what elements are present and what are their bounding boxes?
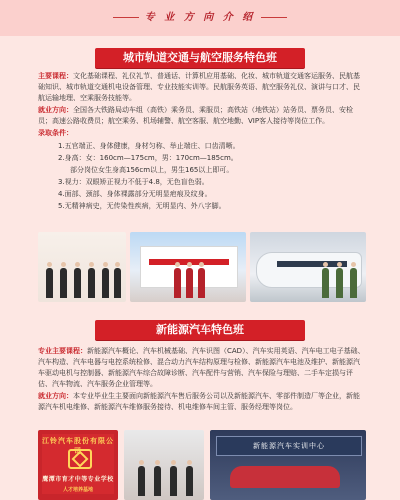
figure xyxy=(88,268,95,298)
requirement-item: 1.五官端正、身体健康，身材匀称、举止端庄、口齿清晰。 xyxy=(58,142,240,150)
page-title-text: 专 业 方 向 介 绍 xyxy=(144,12,256,23)
requirement-item: 5.无精神病史，无传染性疾病，无明显内、外八字脚。 xyxy=(58,202,226,210)
page-title xyxy=(0,8,400,23)
training-center-sign: 新能源汽车实训中心 xyxy=(216,436,362,456)
figure xyxy=(74,268,81,298)
figure xyxy=(350,268,357,298)
photo-partner-logo xyxy=(38,430,118,500)
photo-train-training xyxy=(250,232,366,302)
section2-photos xyxy=(38,430,366,499)
figure xyxy=(138,466,145,496)
requirement-item: 4.面部、颈部、身体裸露部分无明显疤痕及纹身。 xyxy=(58,190,212,198)
logo-company-name: 江铃汽车股份有限公司 xyxy=(42,436,114,455)
figure xyxy=(336,268,343,298)
employment-text: 本专业毕业生主要面向新能源汽车售后服务公司以及新能源汽车、零部件制造厂等企业，新能源汽车机电维修、新能源汽车维修服务接待、机电维修车间主管、服务经理等岗位。 xyxy=(38,392,360,411)
title-rule-right xyxy=(261,17,287,18)
main-courses-text: 新能源汽车概论、汽车机械基础、汽车识图（CAD）、汽车实用英语、汽车电工电子基础、汽车构造、汽车电器与电控系统检修、混合动力汽车结构原理与检修、新能源汽车电池及维护、新能源汽车驱动电机与控制器、新能源汽车综合故障诊断、汽车配件与营销、汽车保险与理赔、二手车定损与评估、汽车物流、汽车服务企业管理等。 xyxy=(38,347,365,388)
photo-ceremony xyxy=(124,430,204,500)
employment-label: 就业方向： xyxy=(38,106,73,114)
figure xyxy=(322,268,329,298)
photo-training-center xyxy=(210,430,366,500)
photo-campus-building xyxy=(130,232,246,302)
title-rule-left xyxy=(113,17,139,18)
figure xyxy=(46,268,53,298)
requirements-list xyxy=(38,140,366,212)
figure xyxy=(186,466,193,496)
main-courses-row xyxy=(38,71,366,104)
requirement-item: 部分岗位女生身高156cm以上，男生165以上即可。 xyxy=(70,166,234,174)
employment-text: 全国各大铁路局动车组（高铁）乘务员、乘服员；高铁站（地铁站）站务员、票务员、安检员；高速公路收费员；航空乘务、机场辅警、航空客服、航空地勤、VIP客人接待等岗位工作。 xyxy=(38,106,353,125)
figure xyxy=(154,466,161,496)
section2-content xyxy=(38,346,366,414)
figure xyxy=(174,268,181,298)
car xyxy=(230,466,340,488)
main-courses-text: 文化基础课程、礼仪礼节、普通话、计算机应用基础、化妆、城市轨道交通客运服务、民航基础知识、城市轨道交通机电设备管理、专业技能实训等。民航服务英语、航空服务礼仪、演讲与口才、民航运输地理、空乘服务技能等。 xyxy=(38,72,360,102)
train xyxy=(256,252,362,288)
employment-label: 就业方向： xyxy=(38,392,73,400)
section-banner-new-energy: 新能源汽车特色班 xyxy=(95,320,305,340)
employment-row xyxy=(38,391,366,413)
photo-students-uniform xyxy=(38,232,126,302)
figure xyxy=(186,268,193,298)
figure xyxy=(60,268,67,298)
figure xyxy=(102,268,109,298)
requirements-label: 录取条件： xyxy=(38,129,73,137)
figure xyxy=(198,268,205,298)
requirements-row xyxy=(38,128,366,139)
jmc-emblem-icon xyxy=(68,449,92,469)
main-courses-row xyxy=(38,346,366,390)
requirement-item: 3.视力：双眼矫正视力不低于4.8，无色盲色弱。 xyxy=(58,178,209,186)
logo-base-name: 人才培养基地 xyxy=(62,487,93,493)
jmc-logo xyxy=(42,434,114,494)
logo-school-name: 鹰潭市育才中等专业学校 xyxy=(42,476,114,483)
main-courses-label: 专业主要课程： xyxy=(38,347,87,355)
figure xyxy=(114,268,121,298)
main-courses-label: 主要课程： xyxy=(38,72,73,80)
section-banner-rail-aviation: 城市轨道交通与航空服务特色班 xyxy=(95,48,305,68)
section1-photos xyxy=(38,232,366,302)
section1-content xyxy=(38,71,366,212)
requirement-item: 2.身高：女：160cm—175cm，男：170cm—185cm。 xyxy=(58,154,238,162)
figure xyxy=(170,466,177,496)
employment-row xyxy=(38,105,366,127)
